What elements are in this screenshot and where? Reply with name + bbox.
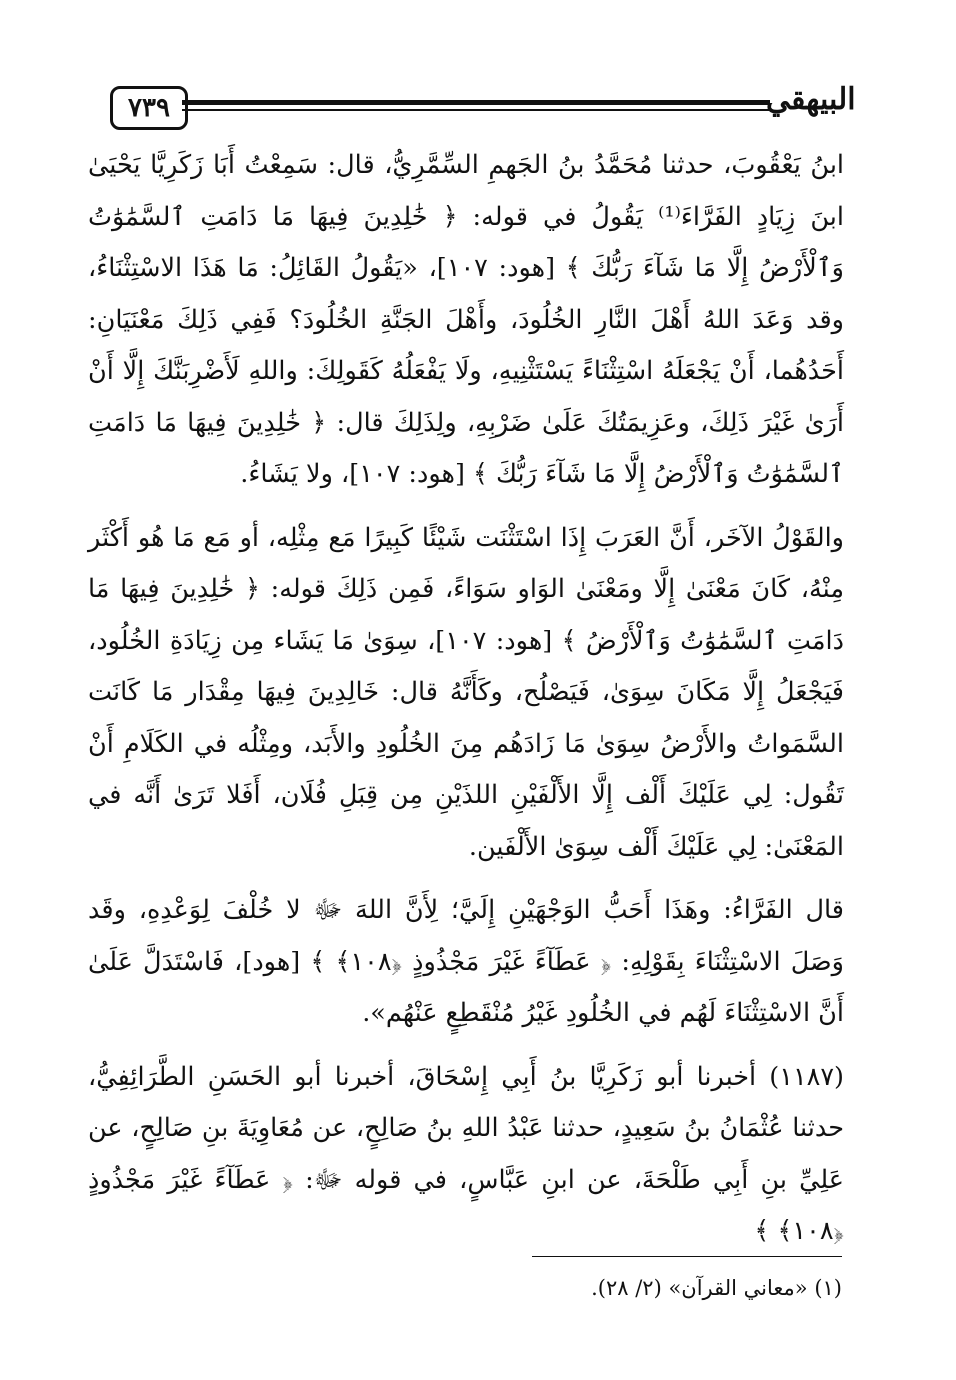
paragraph-4: (١١٨٧) أخبرنا أبو زَكَرِيَّا بنُ أَبِي إِسْحَاقَ، أخبرنا أبو الحَسَنِ الطَّرَائِفِيُّ، حدثنا عُثْمَانُ بنُ سَعِيدٍ، حدثنا عَبْدُ اللهِ بنُ صَالِحٍ، عن مُعَاوِيَةَ بنِ صَالِحٍ، عن عَلِيِّ بنِ أَبِي طَلْحَةَ، عن ابنِ عَبَّاسٍ، في قوله ﷻ: ﴿ عَطَآءً غَيْرَ مَجْذُوذٍ ﴿١٠٨﴾ ﴾: [88, 1061, 844, 1246]
header-rule-thin: [182, 109, 770, 111]
paragraph-2: والقَوْلُ الآخَر، أَنَّ العَرَبَ إِذَا اسْتَثْنَت شَيْئًا كَبِيرًا مَع مِثْلِه، أو مَع مَا هُو أَكْثَر مِنْهُ، كَانَ مَعْنَىٰ إِلَّا ومَعْنَىٰ الوَاو سَوَاءً، فَمِن ذَلِكَ قوله: ﴿ خَٰلِدِينَ فِيهَا مَا دَامَتِ ٱلسَّمَٰوَٰتُ وَٱلْأَرْضُ ﴾ [هود: ١٠٧]، سِوَىٰ مَا يَشَاء مِن زِيَادَةِ الخُلُود، فَيَجْعَلُ إِلَّا مَكَانَ سِوَىٰ، فَيَصْلُح، وكَأَنَّهُ قال: خَالِدِينَ فِيهَا مِقْدَار مَا كَانَت السَّمَواتُ والأَرْضُ سِوَىٰ مَا زَادَهُم مِنَ الخُلُودِ والأَبَد، ومِثْلُه في الكَلَامِ أَنْ تَقُول: لِي عَلَيْكَ أَلْف إِلَّا الأَلْفَيْنِ اللذَيْنِ مِن قِبَلِ فُلَان، أَفَلا تَرَىٰ أَنَّه في المَعْنَىٰ: لِي عَلَيْكَ أَلْف سِوَىٰ الأَلْفَين.: [88, 522, 844, 862]
footnote-separator: [532, 1256, 842, 1257]
page-header: [110, 82, 856, 132]
footnote: (١) «معاني القرآن» (٢/ ٢٨).: [591, 1276, 842, 1300]
header-rule-thick: [182, 100, 770, 105]
page-number: ٧٣٩: [110, 86, 188, 130]
running-title: البيهقي: [766, 82, 856, 117]
paragraph-1: ابنُ يَعْقُوبَ، حدثنا مُحَمَّدُ بنُ الجَهمِ السِّمَّرِيُّ، قال: سَمِعْتُ أَبَا زَكَرِيَّا يَحْيَىٰ ابنَ زِيَادٍ الفَرَّاءَ⁽¹⁾ يَقُولُ في قوله: ﴿ خَٰلِدِينَ فِيهَا مَا دَامَتِ ٱلسَّمَٰوَٰتُ وَٱلْأَرْضُ إِلَّا مَا شَآءَ رَبُّكَ ﴾ [هود: ١٠٧]، «يَقُولُ القَائِلُ: مَا هَذَا الاسْتِثْنَاءُ، وقد وَعَدَ اللهُ أَهْلَ النَّارِ الخُلُودَ، وأَهْلَ الجَنَّةِ الخُلُودَ؟ فَفِي ذَلِكَ مَعْنَيَانِ: أَحَدُهُما، أَنْ يَجْعَلَهُ اسْتِثْنَاءً يَسْتَثْنِيهِ، ولَا يَفْعَلُهُ كَقَولِكَ: واللهِ لَأَضْرِبَنَّكَ إِلَّا أَنْ أَرَىٰ غَيْرَ ذَلِكَ، وعَزِيمَتُكَ عَلَىٰ ضَرْبِهِ، ولِذَلِكَ قال: ﴿ خَٰلِدِينَ فِيهَا مَا دَامَتِ ٱلسَّمَٰوَٰتُ وَٱلْأَرْضُ إِلَّا مَا شَآءَ رَبُّكَ ﴾ [هود: ١٠٧]، ولا يَشَاءُ.: [88, 150, 844, 489]
paragraph-3: قال الفَرَّاءُ: وهَذَا أَحَبُّ الوَجْهَيْنِ إِلَيَّ؛ لِأَنَّ اللهَ ﷻ لا خُلْفَ لِوَعْدِهِ، وقَد وَصَلَ الاسْتِثْنَاءَ بِقَوْلِهِ: ﴿ عَطَآءً غَيْرَ مَجْذُوذٍ ﴿١٠٨﴾ ﴾ [هود]، فَاسْتَدَلَّ عَلَىٰ أَنَّ الاسْتِثْنَاءَ لَهُم في الخُلُودِ غَيْرُ مُنْقَطِعٍ عَنْهُم».: [88, 895, 844, 1028]
main-text: [88, 140, 844, 1258]
